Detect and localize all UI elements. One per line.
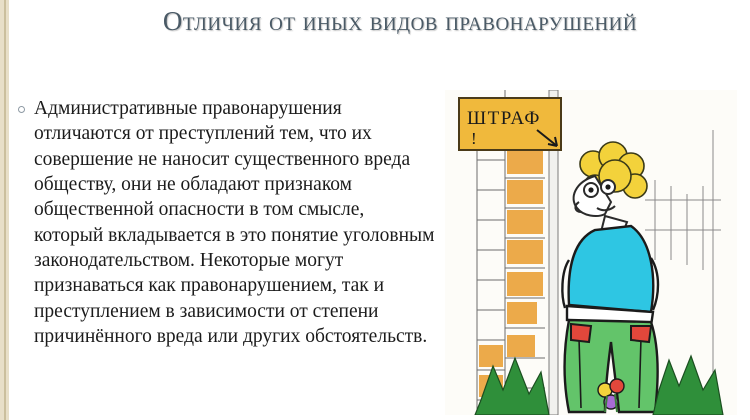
page-title: Отличия от иных видов правонарушений [162, 6, 638, 36]
content-block [18, 96, 438, 349]
illustration [445, 90, 737, 415]
svg-text:ШТРАФ: ШТРАФ [467, 108, 541, 129]
paragraph-text: Административные правонарушения отличаются от преступлений тем, что их совершение не наносит существенного вреда обществу, они не обладают признаком общественной опасности в том смысле, который вкладывается в это понятие уголовным законодательством. Некоторые могут признаваться как правонарушением, так и преступлением в зависимости от степени причинённого вреда или других обстоятельств. [34, 98, 435, 348]
list-item [18, 96, 438, 349]
svg-text:!: ! [471, 129, 477, 148]
decorative-left-bar [0, 0, 9, 420]
wall-sign [459, 98, 561, 150]
circle-bullet-icon [18, 96, 34, 116]
decorative-left-bar-line [4, 0, 6, 420]
cartoon-illustration-svg [445, 90, 737, 415]
